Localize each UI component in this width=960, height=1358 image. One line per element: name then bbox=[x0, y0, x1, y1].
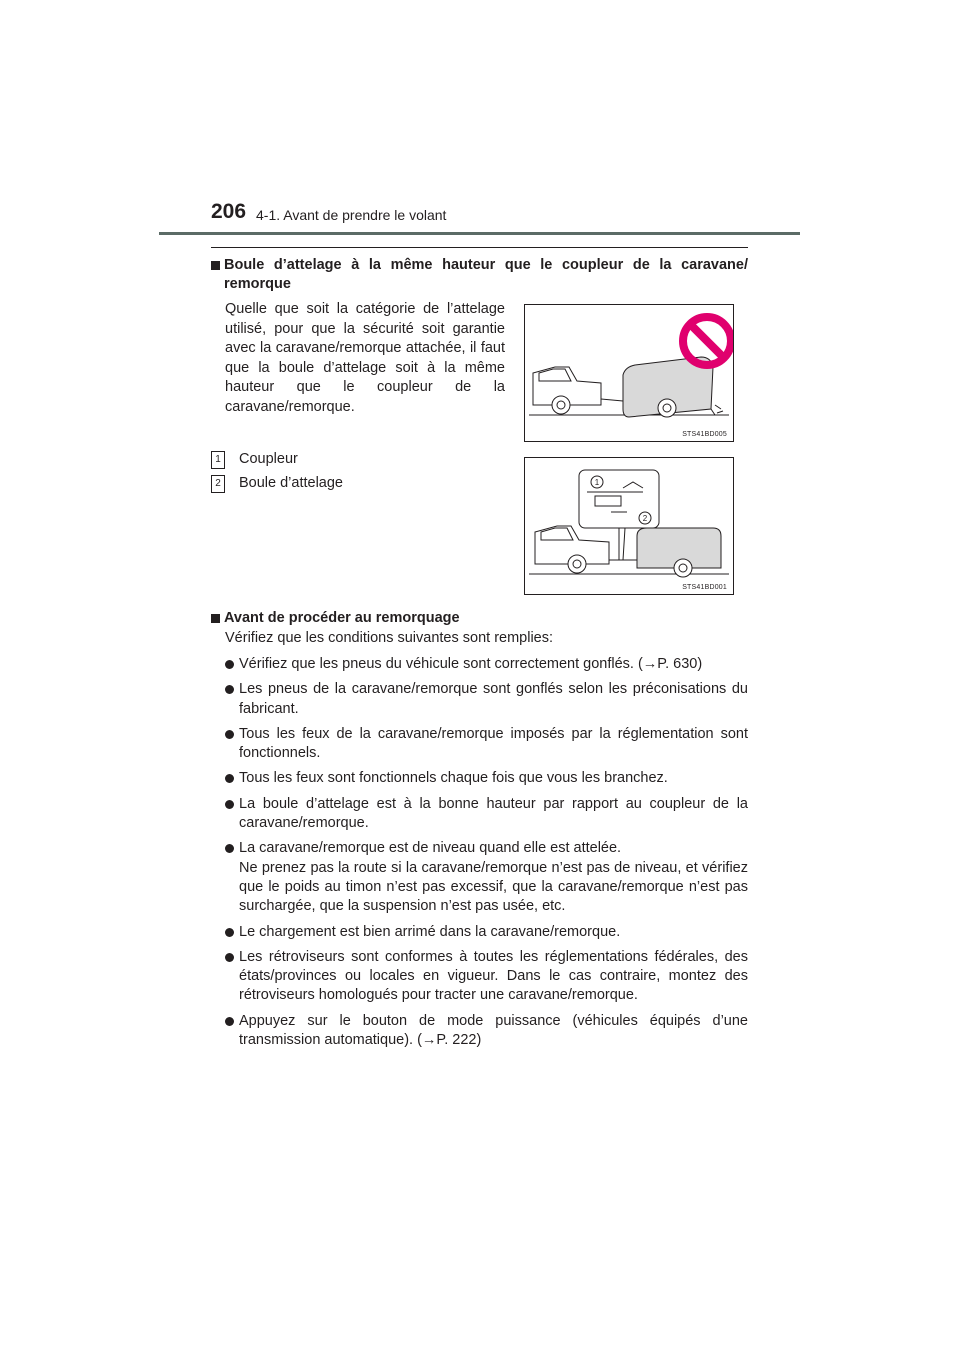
list-item: Appuyez sur le bouton de mode puissance (véhicules équipés d’une transmission automatique). (→P. 222) bbox=[225, 1012, 748, 1051]
heading-square-icon bbox=[211, 614, 220, 623]
heading-square-icon bbox=[211, 261, 220, 270]
bullet-icon bbox=[225, 928, 234, 937]
section-heading-text: Boule d’attelage à la même hauteur que le coupleur de la caravane/ remorque bbox=[224, 257, 748, 292]
truck-trailer-tilted-illustration bbox=[525, 305, 733, 441]
section-heading-text: Avant de procéder au remorquage bbox=[224, 610, 460, 626]
list-item: La boule d’attelage est à la bonne hauteur par rapport au coupleur de la caravane/remorque. bbox=[225, 795, 748, 834]
callout-coupler bbox=[211, 450, 298, 469]
section-rule bbox=[211, 247, 748, 248]
checklist bbox=[225, 655, 748, 1056]
list-item: Le chargement est bien arrimé dans la caravane/remorque. bbox=[225, 923, 748, 942]
figure-marker-1: 1 bbox=[594, 478, 600, 487]
chapter-title: 4-1. Avant de prendre le volant bbox=[256, 207, 447, 223]
intro-paragraph: Quelle que soit la catégorie de l’attelage utilisé, pour que la sécurité soit garantie avec la caravane/remorque attachée, il faut que la boule d’attelage soit à la même hauteur que le coupleur de la caravane/remorque. bbox=[225, 301, 505, 415]
section-heading-before-towing bbox=[211, 609, 748, 628]
callout-label: Boule d’attelage bbox=[239, 475, 343, 491]
lead-paragraph: Vérifiez que les conditions suivantes sont remplies: bbox=[225, 630, 554, 646]
page-number: 206 bbox=[211, 200, 247, 223]
callout-number: 2 bbox=[211, 475, 225, 493]
list-item: La caravane/remorque est de niveau quand elle est attelée. Ne prenez pas la route si la caravane/remorque n’est pas de niveau, et vérifiez que le poids au timon n’est pas excessif, que la caravane/remorque n’est pas surchargée, que la suspension n’est pas usée, etc. bbox=[225, 839, 748, 916]
bullet-icon bbox=[225, 953, 234, 962]
callout-number: 1 bbox=[211, 451, 225, 469]
truck-trailer-level-illustration bbox=[525, 458, 733, 594]
figure-code: STS41BD005 bbox=[682, 431, 727, 438]
list-item: Tous les feux de la caravane/remorque imposés par la réglementation sont fonctionnels. bbox=[225, 725, 748, 764]
list-item: Les rétroviseurs sont conformes à toutes les réglementations fédérales, des états/provinces ou locales en vigueur. Dans le cas contraire, montez des rétroviseurs homologués pour tracter une caravane/remorque. bbox=[225, 948, 748, 1006]
list-item: Les pneus de la caravane/remorque sont gonflés selon les préconisations du fabricant. bbox=[225, 680, 748, 719]
list-item: Tous les feux sont fonctionnels chaque fois que vous les branchez. bbox=[225, 769, 748, 788]
bullet-icon bbox=[225, 1017, 234, 1026]
figure-correct-hitch bbox=[524, 457, 734, 595]
figure-incorrect-hitch bbox=[524, 304, 734, 442]
bullet-icon bbox=[225, 660, 234, 669]
bullet-icon bbox=[225, 730, 234, 739]
callout-label: Coupleur bbox=[239, 451, 298, 467]
list-item: Vérifiez que les pneus du véhicule sont correctement gonflés. (→P. 630) bbox=[225, 655, 748, 674]
bullet-icon bbox=[225, 800, 234, 809]
bullet-icon bbox=[225, 685, 234, 694]
header-rule bbox=[159, 232, 800, 235]
bullet-icon bbox=[225, 844, 234, 853]
figure-code: STS41BD001 bbox=[682, 584, 727, 591]
section-heading-hitch bbox=[211, 256, 748, 294]
bullet-icon bbox=[225, 774, 234, 783]
figure-marker-2: 2 bbox=[642, 514, 648, 523]
callout-hitch-ball bbox=[211, 474, 343, 493]
